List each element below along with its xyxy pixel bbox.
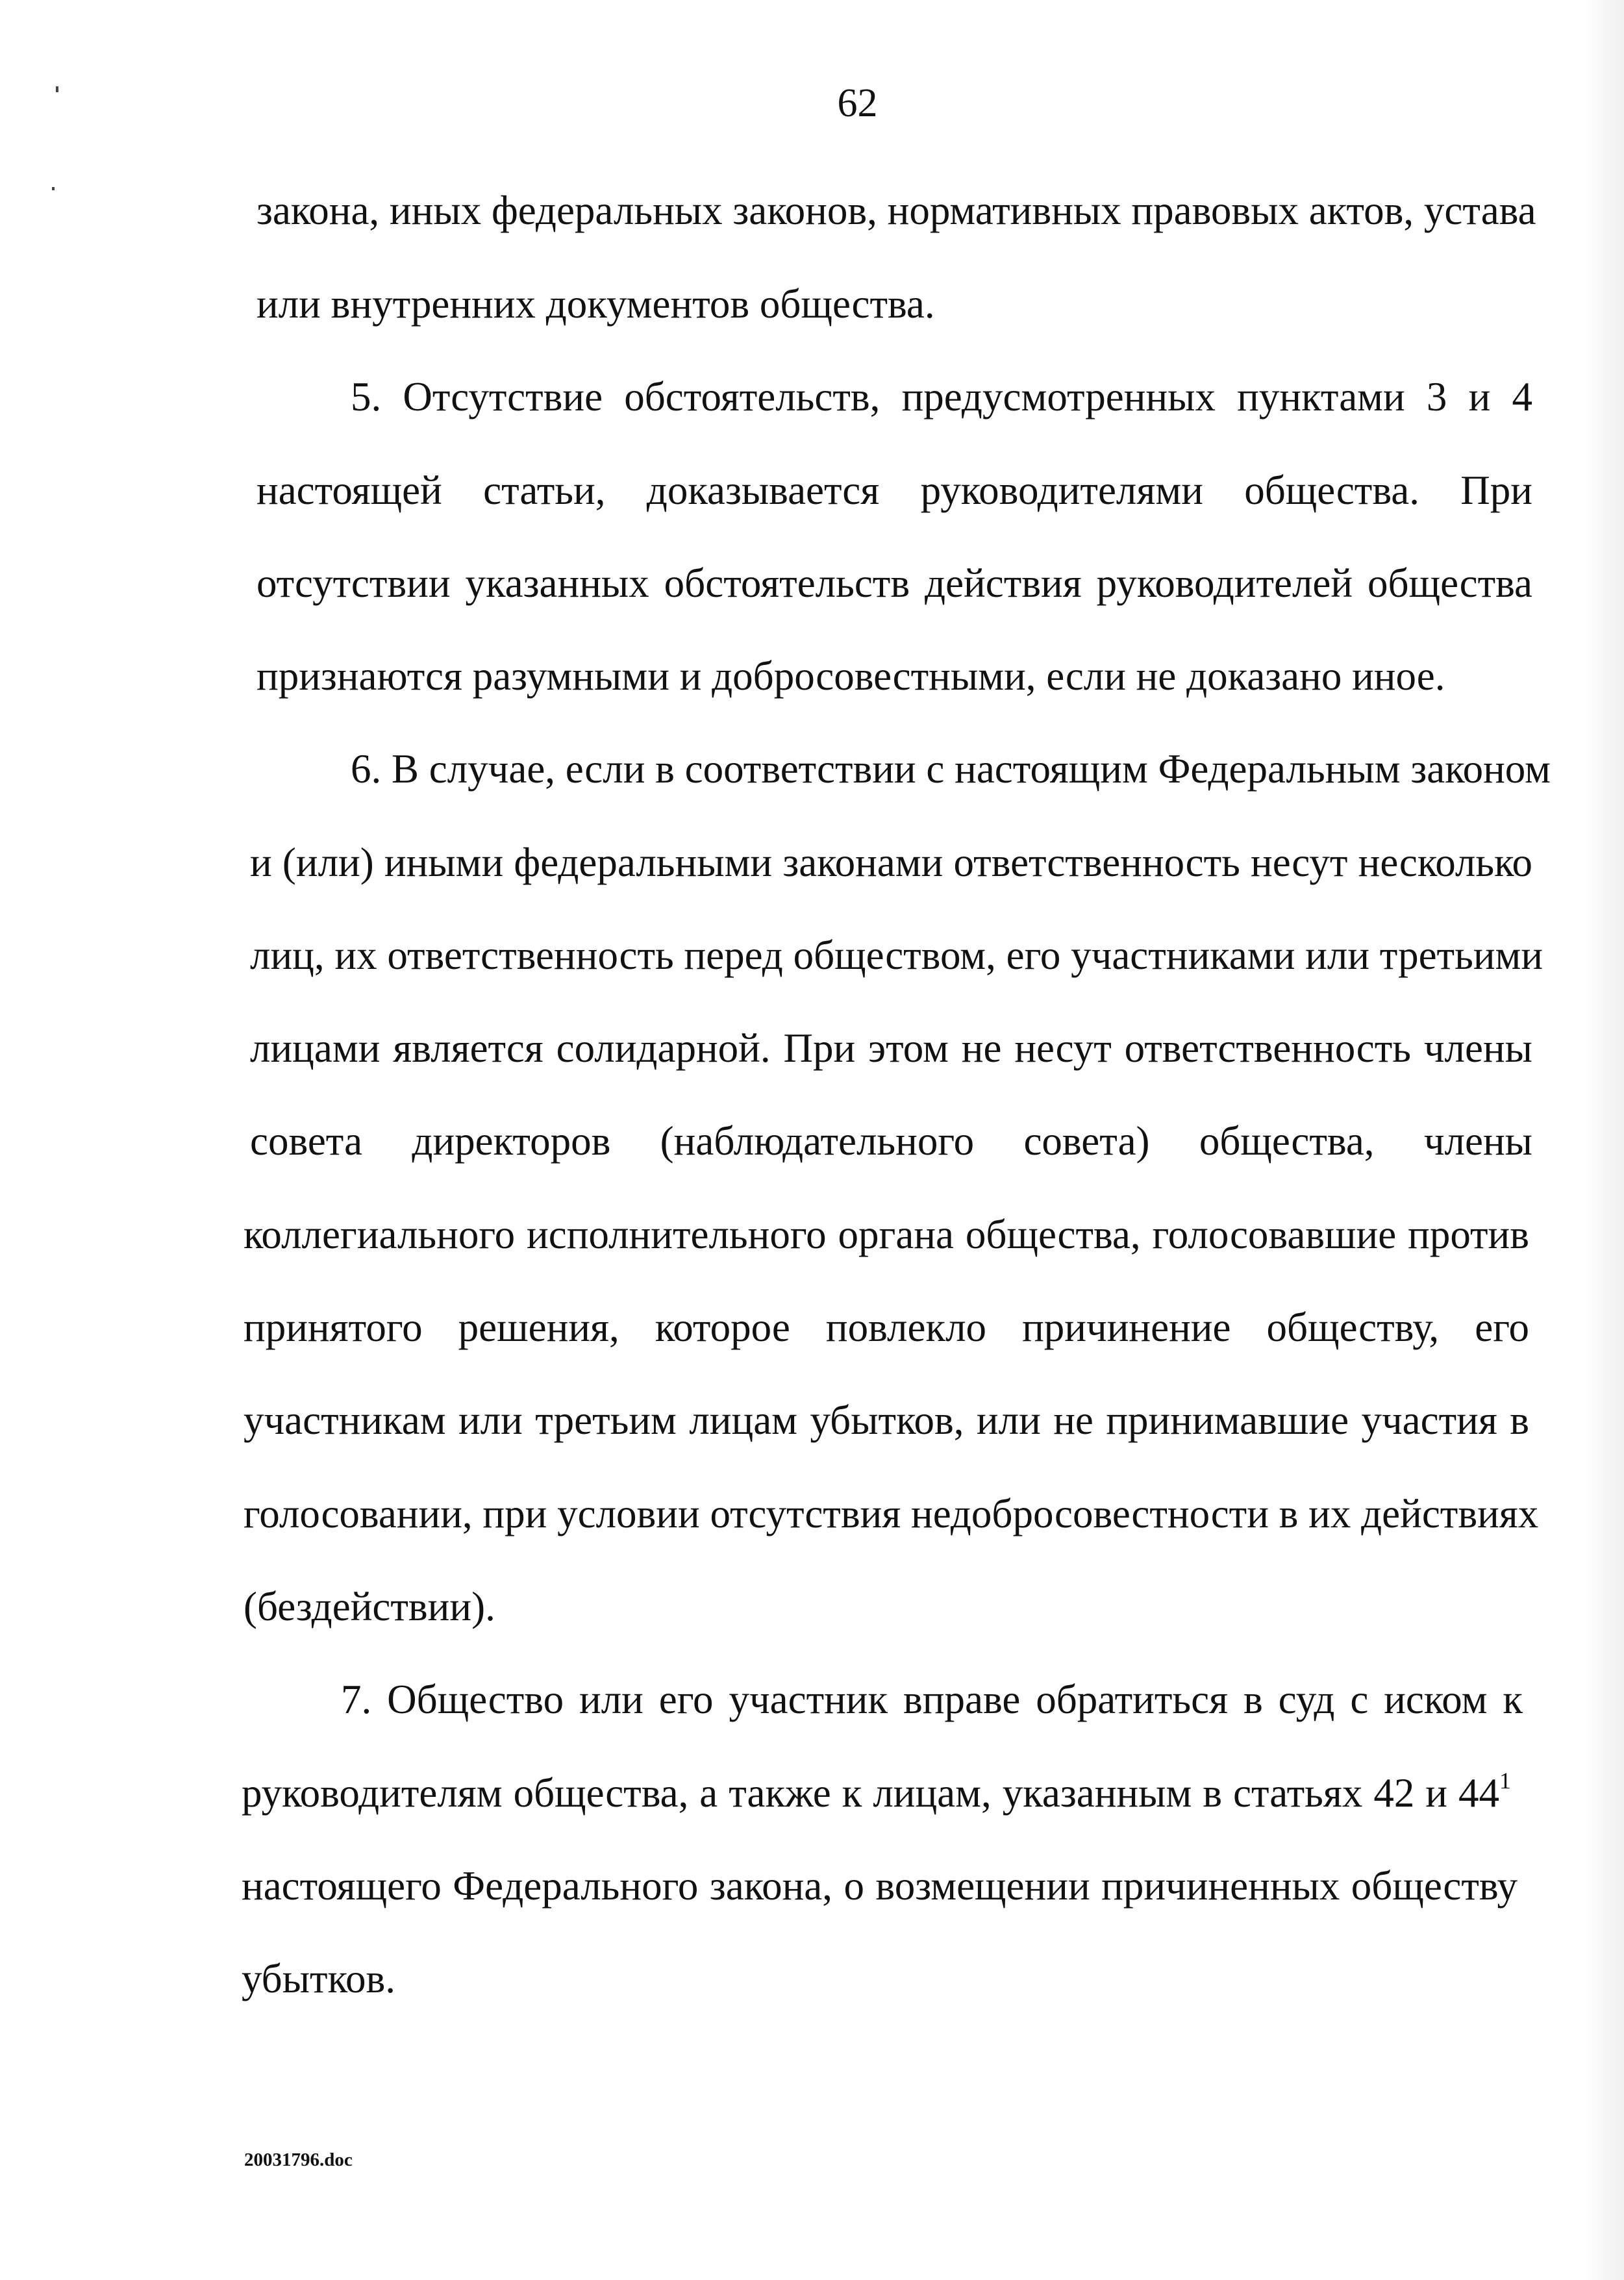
scan-speck [52, 187, 55, 190]
text-line-16: (бездействии). [244, 1584, 495, 1629]
page-number: 62 [837, 81, 878, 125]
text-line-17: 7. Общество или его участник вправе обратиться в суд с иском к [341, 1677, 1523, 1722]
text-line-9: лиц, их ответственность перед обществом, его участниками или третьими [250, 933, 1543, 978]
document-filename: 20031796.doc [244, 2149, 353, 2170]
text-line-2: или внутренних документов общества. [256, 281, 935, 327]
text-line-5: отсутствии указанных обстоятельств действия руководителей общества [256, 560, 1532, 606]
superscript-one: 1 [1499, 1768, 1511, 1794]
text-line-4: настоящей статьи, доказывается руководителями общества. При [256, 468, 1532, 513]
text-line-20: убытков. [242, 1956, 395, 2001]
text-line-11: совета директоров (наблюдательного совета) общества, члены [250, 1118, 1532, 1164]
text-line-13: принятого решения, которое повлекло причинение обществу, его [244, 1305, 1529, 1350]
text-line-18 [242, 1768, 1511, 1816]
text-line-18-body: руководителям общества, а также к лицам, указанным в статьях 42 и 44 [242, 1770, 1499, 1816]
text-line-14: участникам или третьим лицам убытков, или не принимавшие участия в [244, 1397, 1529, 1443]
text-line-19: настоящего Федерального закона, о возмещении причиненных обществу [242, 1863, 1518, 1909]
text-line-8: и (или) иными федеральными законами ответственность несут несколько [250, 840, 1532, 885]
text-line-12: коллегиального исполнительного органа общества, голосовавшие против [244, 1212, 1529, 1257]
text-line-15: голосовании, при условии отсутствия недобросовестности в их действиях [244, 1491, 1539, 1536]
text-line-3: 5. Отсутствие обстоятельств, предусмотренных пунктами 3 и 4 [351, 374, 1532, 420]
text-line-6: признаются разумными и добросовестными, если не доказано иное. [256, 653, 1445, 699]
text-line-10: лицами является солидарной. При этом не несут ответственность члены [250, 1025, 1532, 1071]
scan-edge-shading [1585, 0, 1624, 2280]
text-line-7: 6. В случае, если в соответствии с настоящим Федеральным законом [351, 746, 1551, 792]
text-line-1: закона, иных федеральных законов, нормативных правовых актов, устава [256, 188, 1536, 233]
